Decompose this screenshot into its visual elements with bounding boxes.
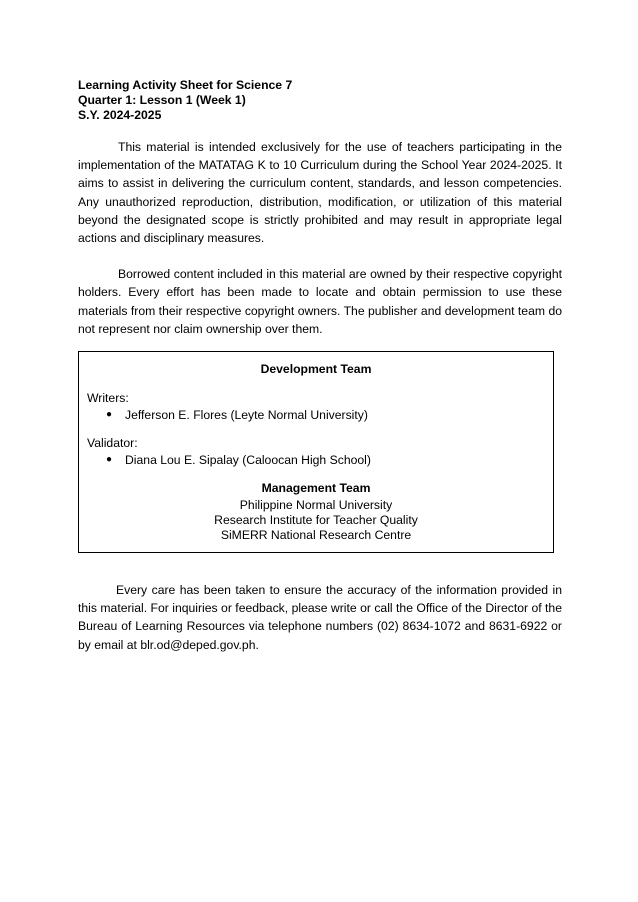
list-item xyxy=(106,407,545,423)
copyright-notice-paragraph: Borrowed content included in this material are owned by their respective copyright holders. Every effort has been made to locate and obtain permission to use these materials from their respective copyright owners. The publisher and development team do not represent nor claim ownership over them. xyxy=(78,267,562,336)
school-year-label: S.Y. 2024-2025 xyxy=(78,108,162,122)
validators-list xyxy=(87,452,545,468)
management-member: SiMERR National Research Centre xyxy=(220,528,412,543)
list-item xyxy=(106,452,545,468)
usage-notice-paragraph: This material is intended exclusively for the use of teachers participating in the implementation of the MATATAG K to 10 Curriculum during the School Year 2024-2025. It aims to assist in delivering the curriculum content, standards, and lesson competencies. Any unauthorized reproduction, distribution, modification, or utilization of this material beyond the designated scope is strictly prohibited and may result in appropriate legal actions and disciplinary measures. xyxy=(78,140,562,246)
document-page xyxy=(78,78,562,654)
team-credits-box xyxy=(78,351,554,553)
management-team-title: Management Team xyxy=(261,481,371,496)
validator-name: Diana Lou E. Sipalay (Caloocan High School) xyxy=(125,453,371,468)
management-member: Philippine Normal University xyxy=(239,498,393,513)
bullet-icon: ● xyxy=(106,454,113,466)
writer-name: Jefferson E. Flores (Leyte Normal University) xyxy=(125,408,368,423)
accuracy-contact-paragraph: Every care has been taken to ensure the accuracy of the information provided in this material. For inquiries or feedback, please write or call the Office of the Director of the Bureau of Learning Resources via telephone numbers (02) 8634-1072 and 8631-6922 or by email at blr.od@deped.gov.ph. xyxy=(78,583,562,652)
quarter-lesson-label: Quarter 1: Lesson 1 (Week 1) xyxy=(78,93,246,107)
management-member: Research Institute for Teacher Quality xyxy=(214,513,418,528)
document-title: Learning Activity Sheet for Science 7 xyxy=(78,78,293,92)
bullet-icon: ● xyxy=(106,409,113,421)
development-team-title: Development Team xyxy=(260,362,372,377)
writers-label: Writers: xyxy=(87,391,129,406)
writers-list xyxy=(87,407,545,423)
validator-label: Validator: xyxy=(87,436,138,451)
